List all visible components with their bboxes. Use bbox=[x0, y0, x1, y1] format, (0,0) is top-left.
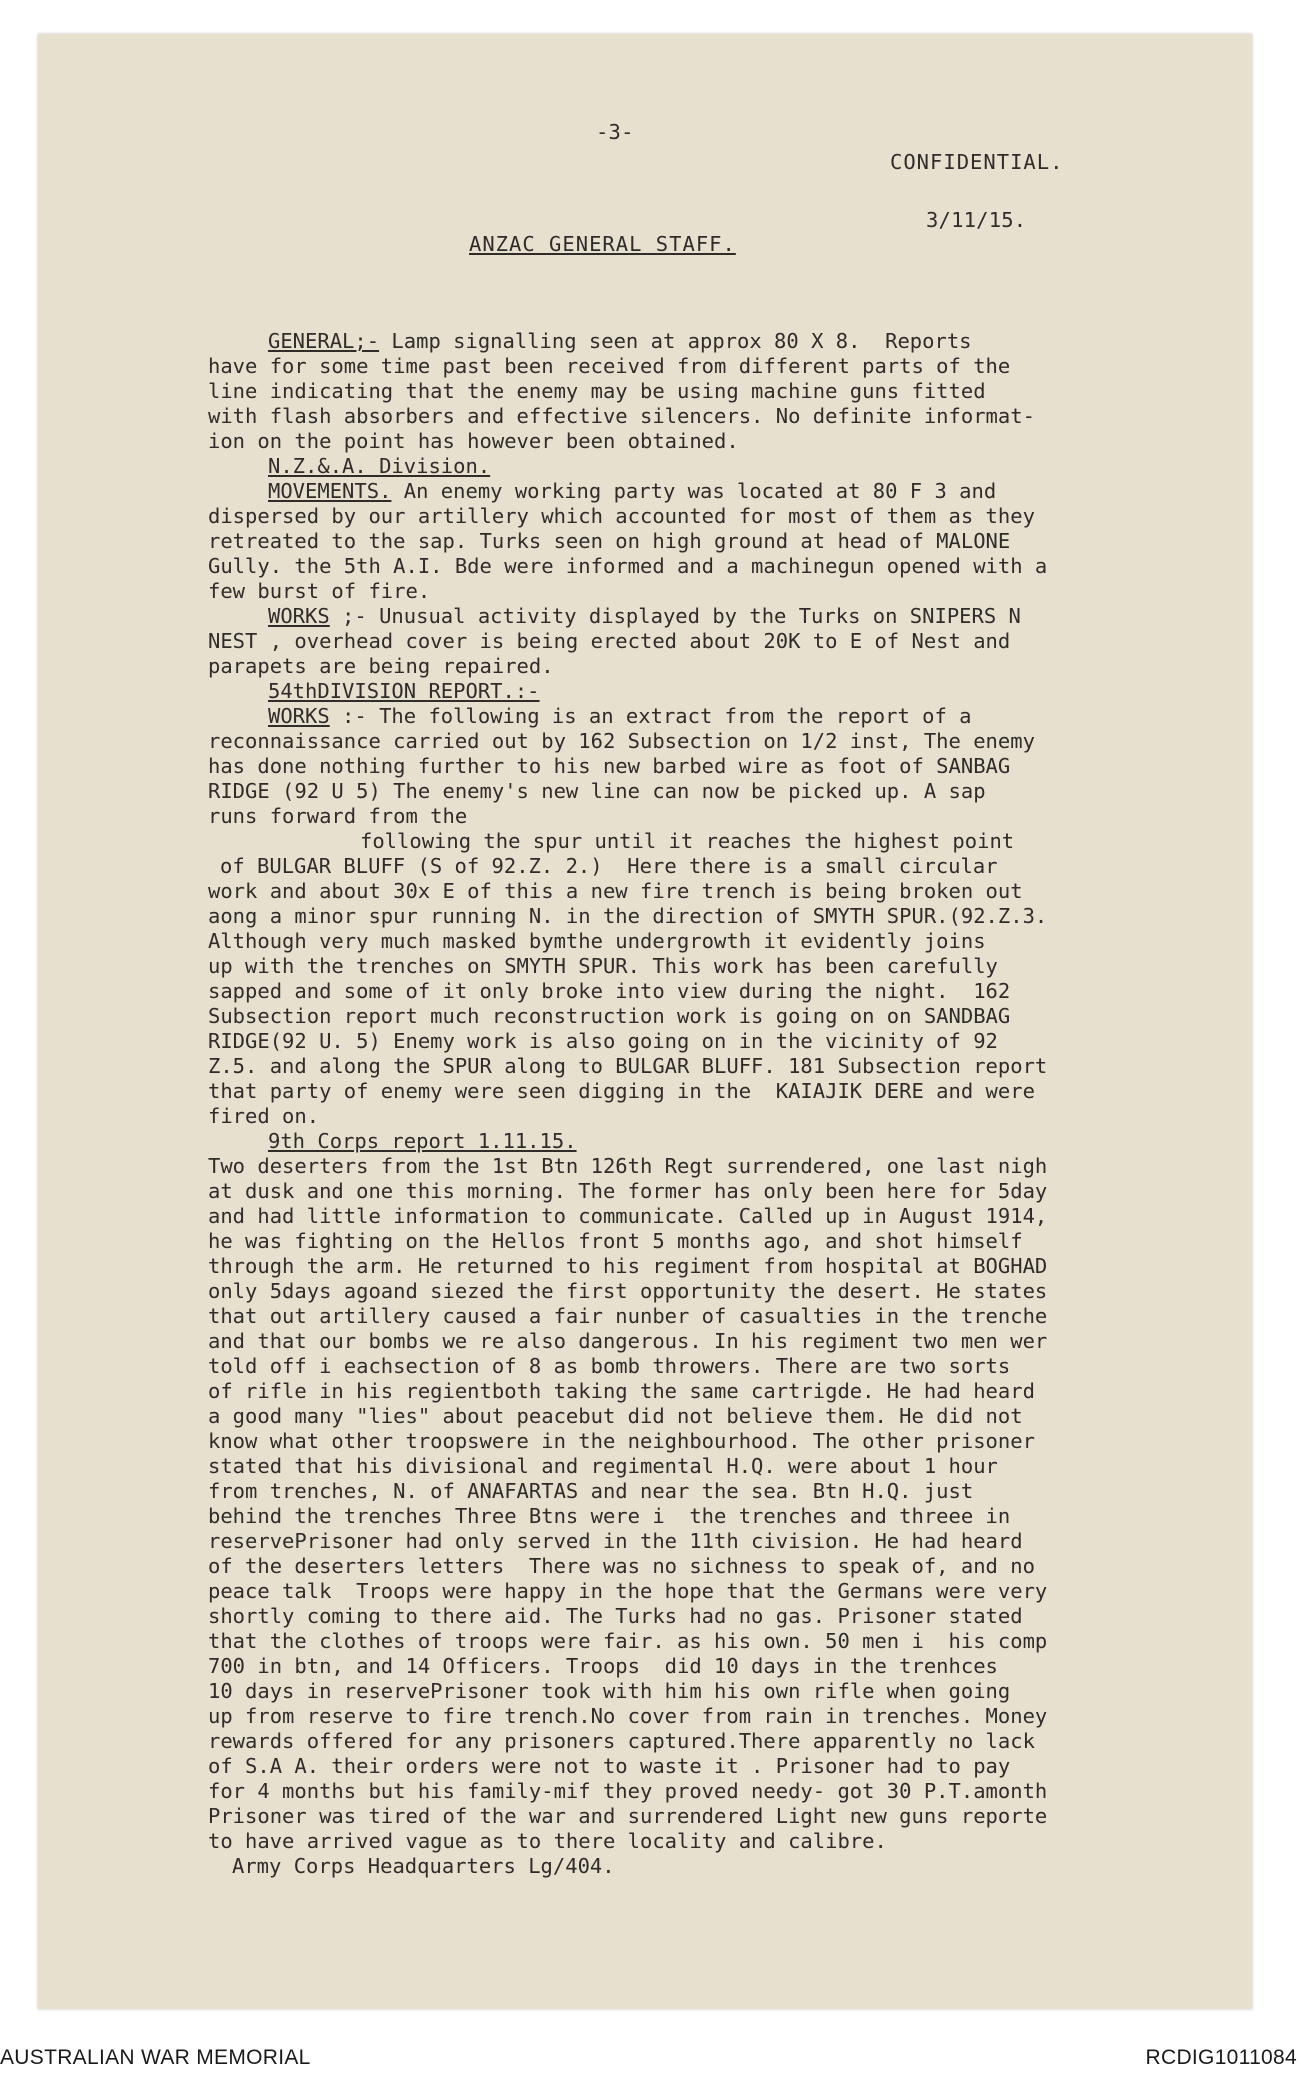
body-line bbox=[208, 1129, 1252, 1154]
body-line bbox=[208, 1079, 1252, 1104]
line-text: and that our bombs we re also dangerous. In his regiment two men wer bbox=[208, 1329, 1048, 1353]
body-line bbox=[208, 729, 1252, 754]
body-line bbox=[208, 1604, 1252, 1629]
body-line bbox=[208, 529, 1252, 554]
line-text: know what other troopswere in the neighbourhood. The other prisoner bbox=[208, 1429, 1035, 1453]
body-line bbox=[208, 1429, 1252, 1454]
body-line bbox=[208, 679, 1252, 704]
line-text: few burst of fire. bbox=[208, 579, 431, 603]
line-text: he was fighting on the Hellos front 5 months ago, and shot himself bbox=[208, 1229, 1023, 1253]
section-heading: 9th Corps report 1.11.15. bbox=[268, 1129, 577, 1153]
body-line bbox=[208, 1354, 1252, 1379]
page-number: -3- bbox=[596, 120, 634, 144]
body-line bbox=[208, 1504, 1252, 1529]
body-line bbox=[208, 804, 1252, 829]
body-line bbox=[208, 604, 1252, 629]
line-text: that party of enemy were seen digging in the KAIAJIK DERE and were bbox=[208, 1079, 1035, 1103]
section-heading: 54thDIVISION REPORT.:- bbox=[268, 679, 540, 703]
body-line bbox=[208, 1004, 1252, 1029]
body-line bbox=[208, 654, 1252, 679]
line-text: Gully. the 5th A.I. Bde were informed and a machinegun opened with a bbox=[208, 554, 1048, 578]
document-title: ANZAC GENERAL STAFF. bbox=[469, 232, 736, 256]
body-line bbox=[208, 1479, 1252, 1504]
body-line bbox=[208, 1154, 1252, 1179]
body-line bbox=[208, 1304, 1252, 1329]
body-line bbox=[208, 579, 1252, 604]
line-text: a good many "lies" about peacebut did not believe them. He did not bbox=[208, 1404, 1023, 1428]
body-line bbox=[208, 1054, 1252, 1079]
line-text: reservePrisoner had only served in the 11th civision. He had heard bbox=[208, 1529, 1023, 1553]
line-text: Prisoner was tired of the war and surrendered Light new guns reporte bbox=[208, 1804, 1048, 1828]
body-line bbox=[208, 1854, 1252, 1879]
body-line bbox=[208, 754, 1252, 779]
body-line bbox=[208, 1404, 1252, 1429]
line-text: Z.5. and along the SPUR along to BULGAR BLUFF. 181 Subsection report bbox=[208, 1054, 1048, 1078]
body-line bbox=[208, 1829, 1252, 1854]
line-text: RIDGE (92 U 5) The enemy's new line can now be picked up. A sap bbox=[208, 779, 986, 803]
body-line bbox=[208, 1779, 1252, 1804]
line-text: dispersed by our artillery which accounted for most of them as they bbox=[208, 504, 1035, 528]
report-body bbox=[208, 329, 1252, 1879]
body-line bbox=[208, 1454, 1252, 1479]
line-text: following the spur until it reaches the highest point bbox=[360, 829, 1015, 853]
body-line bbox=[208, 979, 1252, 1004]
body-line bbox=[208, 1704, 1252, 1729]
body-line bbox=[208, 929, 1252, 954]
document-sheet bbox=[38, 34, 1252, 2009]
body-line bbox=[208, 429, 1252, 454]
line-text: aong a minor spur running N. in the direction of SMYTH SPUR.(92.Z.3. bbox=[208, 904, 1048, 928]
line-text: of the deserters letters There was no sichness to speak of, and no bbox=[208, 1554, 1035, 1578]
body-line bbox=[208, 1629, 1252, 1654]
line-text: ion on the point has however been obtained. bbox=[208, 429, 739, 453]
body-line bbox=[208, 829, 1252, 854]
line-text: rewards offered for any prisoners captured.There apparently no lack bbox=[208, 1729, 1035, 1753]
line-text: at dusk and one this morning. The former has only been here for 5day bbox=[208, 1179, 1048, 1203]
body-line bbox=[208, 379, 1252, 404]
body-line bbox=[208, 329, 1252, 354]
body-line bbox=[208, 629, 1252, 654]
line-text: work and about 30x E of this a new fire trench is being broken out bbox=[208, 879, 1023, 903]
document-date: 3/11/15. bbox=[926, 208, 1027, 232]
line-text: shortly coming to there aid. The Turks had no gas. Prisoner stated bbox=[208, 1604, 1023, 1628]
line-text: fired on. bbox=[208, 1104, 320, 1128]
body-line bbox=[208, 1329, 1252, 1354]
line-text: of BULGAR BLUFF (S of 92.Z. 2.) Here there is a small circular bbox=[220, 854, 998, 878]
body-line bbox=[208, 1379, 1252, 1404]
body-line bbox=[208, 1554, 1252, 1579]
body-line bbox=[208, 1654, 1252, 1679]
body-line bbox=[208, 479, 1252, 504]
body-line bbox=[208, 1204, 1252, 1229]
line-text: runs forward from the bbox=[208, 804, 468, 828]
line-text: to have arrived vague as to there locality and calibre. bbox=[208, 1829, 887, 1853]
body-line bbox=[208, 354, 1252, 379]
footer-institution: AUSTRALIAN WAR MEMORIAL bbox=[0, 2046, 311, 2069]
line-text: from trenches, N. of ANAFARTAS and near the sea. Btn H.Q. just bbox=[208, 1479, 974, 1503]
line-text: that the clothes of troops were fair. as his own. 50 men i his comp bbox=[208, 1629, 1048, 1653]
line-text: Although very much masked bymthe undergrowth it evidently joins bbox=[208, 929, 986, 953]
line-text: :- The following is an extract from the report of a bbox=[329, 704, 972, 728]
line-text: Lamp signalling seen at approx 80 X 8. Reports bbox=[379, 329, 972, 353]
body-line bbox=[208, 504, 1252, 529]
body-line bbox=[208, 704, 1252, 729]
line-text: behind the trenches Three Btns were i the trenches and threee in bbox=[208, 1504, 1011, 1528]
body-line bbox=[208, 454, 1252, 479]
body-line bbox=[208, 779, 1252, 804]
line-text: peace talk Troops were happy in the hope that the Germans were very bbox=[208, 1579, 1048, 1603]
line-text: up from reserve to fire trench.No cover from rain in trenches. Money bbox=[208, 1704, 1048, 1728]
line-text: Army Corps Headquarters Lg/404. bbox=[232, 1854, 615, 1878]
body-line bbox=[208, 854, 1252, 879]
line-text: has done nothing further to his new barbed wire as foot of SANBAG bbox=[208, 754, 1011, 778]
line-text: RIDGE(92 U. 5) Enemy work is also going on in the vicinity of 92 bbox=[208, 1029, 998, 1053]
body-line bbox=[208, 879, 1252, 904]
footer-record-id: RCDIG1011084 bbox=[1145, 2046, 1297, 2069]
body-line bbox=[208, 1729, 1252, 1754]
line-text: only 5days agoand siezed the first opportunity the desert. He states bbox=[208, 1279, 1048, 1303]
line-text: An enemy working party was located at 80 F 3 and bbox=[391, 479, 997, 503]
section-heading: GENERAL;- bbox=[268, 329, 380, 353]
body-line bbox=[208, 1229, 1252, 1254]
line-text: reconnaissance carried out by 162 Subsection on 1/2 inst, The enemy bbox=[208, 729, 1035, 753]
body-line bbox=[208, 554, 1252, 579]
body-line bbox=[208, 1579, 1252, 1604]
line-text: NEST , overhead cover is being erected about 20K to E of Nest and bbox=[208, 629, 1011, 653]
body-line bbox=[208, 404, 1252, 429]
line-text: through the arm. He returned to his regiment from hospital at BOGHAD bbox=[208, 1254, 1048, 1278]
section-heading: WORKS bbox=[268, 704, 330, 728]
line-text: retreated to the sap. Turks seen on high ground at head of MALONE bbox=[208, 529, 1011, 553]
section-heading: MOVEMENTS. bbox=[268, 479, 392, 503]
line-text: that out artillery caused a fair nunber of casualties in the trenche bbox=[208, 1304, 1048, 1328]
line-text: have for some time past been received from different parts of the bbox=[208, 354, 1011, 378]
line-text: with flash absorbers and effective silencers. No definite informat- bbox=[208, 404, 1035, 428]
body-line bbox=[208, 1254, 1252, 1279]
line-text: ;- Unusual activity displayed by the Turks on SNIPERS N bbox=[329, 604, 1021, 628]
classification-label: CONFIDENTIAL. bbox=[890, 150, 1064, 174]
line-text: stated that his divisional and regimental H.Q. were about 1 hour bbox=[208, 1454, 998, 1478]
line-text: 700 in btn, and 14 Officers. Troops did 10 days in the trenhces bbox=[208, 1654, 998, 1678]
line-text: of S.A A. their orders were not to waste it . Prisoner had to pay bbox=[208, 1754, 1011, 1778]
line-text: up with the trenches on SMYTH SPUR. This work has been carefully bbox=[208, 954, 998, 978]
body-line bbox=[208, 1104, 1252, 1129]
line-text: parapets are being repaired. bbox=[208, 654, 554, 678]
line-text: for 4 months but his family-mif they proved needy- got 30 P.T.amonth bbox=[208, 1779, 1048, 1803]
section-heading: N.Z.&.A. Division. bbox=[268, 454, 491, 478]
line-text: told off i eachsection of 8 as bomb throwers. There are two sorts bbox=[208, 1354, 1011, 1378]
line-text: Two deserters from the 1st Btn 126th Regt surrendered, one last nigh bbox=[208, 1154, 1048, 1178]
body-line bbox=[208, 954, 1252, 979]
line-text: 10 days in reservePrisoner took with him his own rifle when going bbox=[208, 1679, 1011, 1703]
body-line bbox=[208, 1279, 1252, 1304]
line-text: line indicating that the enemy may be using machine guns fitted bbox=[208, 379, 986, 403]
body-line bbox=[208, 1179, 1252, 1204]
line-text: sapped and some of it only broke into view during the night. 162 bbox=[208, 979, 1011, 1003]
line-text: and had little information to communicate. Called up in August 1914, bbox=[208, 1204, 1048, 1228]
body-line bbox=[208, 1029, 1252, 1054]
section-heading: WORKS bbox=[268, 604, 330, 628]
body-line bbox=[208, 1679, 1252, 1704]
body-line bbox=[208, 1529, 1252, 1554]
body-line bbox=[208, 904, 1252, 929]
body-line bbox=[208, 1754, 1252, 1779]
body-line bbox=[208, 1804, 1252, 1829]
line-text: of rifle in his regientboth taking the same cartrigde. He had heard bbox=[208, 1379, 1035, 1403]
line-text: Subsection report much reconstruction work is going on on SANDBAG bbox=[208, 1004, 1011, 1028]
